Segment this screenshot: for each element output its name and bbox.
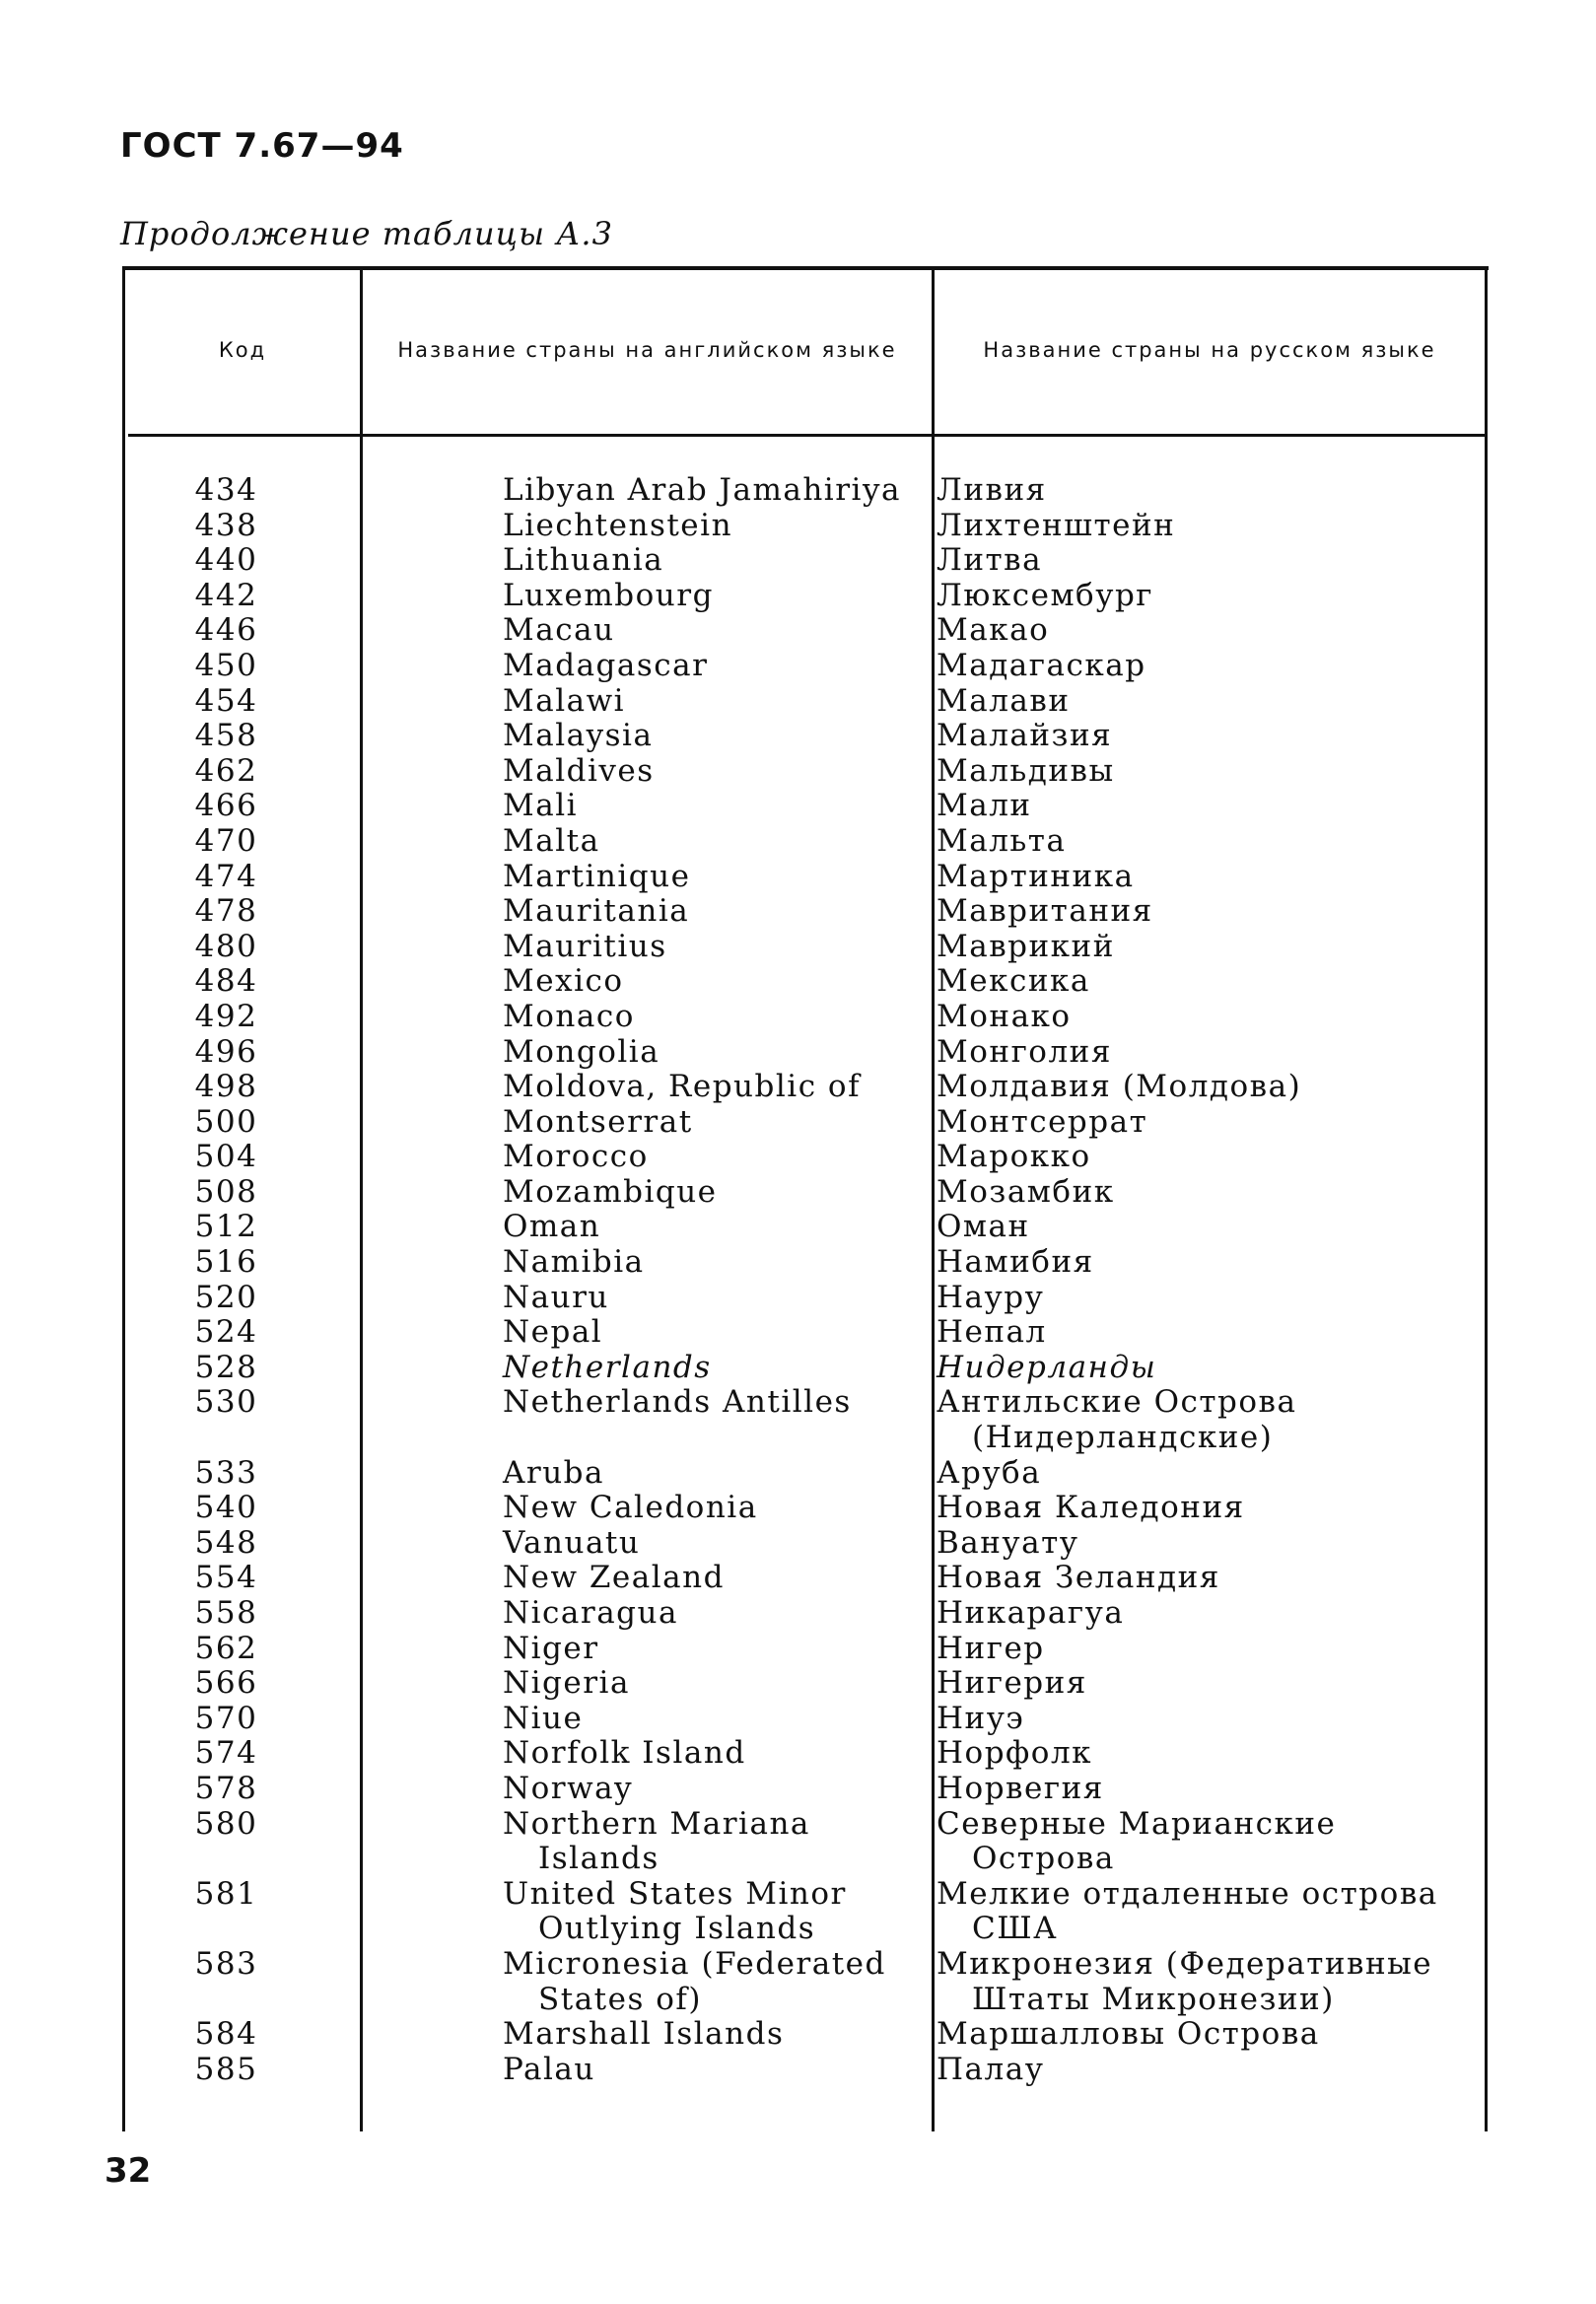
- country-name-english: Nigeria: [503, 1665, 630, 1702]
- table-row: [122, 613, 1489, 649]
- table-row: [122, 860, 1489, 895]
- country-name-russian: Малави: [937, 682, 1071, 719]
- country-name-english: Netherlands: [503, 1349, 712, 1385]
- country-name-russian: Мартиника: [937, 858, 1135, 894]
- country-code: 438: [194, 507, 258, 543]
- table-row: [122, 1877, 1489, 1947]
- country-name-english: Liechtenstein: [503, 507, 733, 543]
- table-row: [122, 1596, 1489, 1632]
- country-name-russian: Лихтенштейн: [937, 507, 1176, 543]
- country-name-russian: Антильские Острова (Нидерландские): [937, 1384, 1297, 1456]
- country-code: 458: [194, 718, 258, 754]
- country-name-russian: Мексика: [937, 963, 1090, 1000]
- table-row: [122, 789, 1489, 824]
- column-header-russian-name: Название страны на русском языке: [983, 338, 1436, 362]
- table-row: [122, 473, 1489, 509]
- country-name-russian: Микронезия (Федеративные Штаты Микронезии): [937, 1945, 1433, 2017]
- table-row: [122, 1281, 1489, 1316]
- country-name-russian: Мали: [937, 788, 1032, 824]
- country-code: 528: [194, 1349, 258, 1385]
- table-row: [122, 1315, 1489, 1351]
- country-name-english: Norfolk Island: [503, 1735, 746, 1772]
- country-name-english: Malaysia: [503, 718, 654, 754]
- table-row: [122, 1035, 1489, 1071]
- country-name-english: Vanuatu: [503, 1524, 641, 1561]
- country-code: 581: [194, 1875, 258, 1912]
- country-name-english: Aruba: [503, 1454, 604, 1491]
- country-name-russian: Никарагуа: [937, 1595, 1125, 1631]
- country-name-english: Madagascar: [503, 647, 709, 683]
- country-code: 574: [194, 1735, 258, 1772]
- country-name-russian: Вануату: [937, 1524, 1079, 1561]
- country-name-english: Micronesia (Federated States of): [503, 1945, 886, 2017]
- country-code: 524: [194, 1314, 258, 1351]
- table-row: [122, 1245, 1489, 1281]
- country-code: 512: [194, 1209, 258, 1245]
- country-name-russian: Нидерланды: [937, 1349, 1157, 1385]
- country-code: 498: [194, 1069, 258, 1105]
- country-name-english: Maldives: [503, 752, 655, 789]
- country-name-russian: Мадагаскар: [937, 647, 1146, 683]
- country-code: 462: [194, 752, 258, 789]
- country-table-body: [122, 473, 1489, 2087]
- country-name-russian: Намибия: [937, 1244, 1094, 1281]
- country-name-english: United States Minor Outlying Islands: [503, 1875, 847, 1947]
- table-row: [122, 1702, 1489, 1737]
- country-name-russian: Малайзия: [937, 718, 1113, 754]
- country-code: 570: [194, 1700, 258, 1736]
- country-code: 578: [194, 1770, 258, 1806]
- country-name-english: Oman: [503, 1209, 601, 1245]
- country-name-russian: Ливия: [937, 472, 1047, 508]
- country-name-english: Niger: [503, 1630, 599, 1666]
- country-code: 496: [194, 1033, 258, 1070]
- country-name-russian: Монтсеррат: [937, 1103, 1148, 1140]
- country-name-russian: Монако: [937, 998, 1072, 1034]
- country-name-english: Palau: [503, 2051, 595, 2087]
- table-row: [122, 2053, 1489, 2088]
- table-row: [122, 1736, 1489, 1772]
- country-code: 440: [194, 542, 258, 579]
- country-name-english: Mauritania: [503, 893, 690, 930]
- column-header-english-name: Название страны на английском языке: [397, 338, 897, 362]
- country-name-english: Nauru: [503, 1279, 609, 1315]
- country-name-russian: Палау: [937, 2051, 1045, 2087]
- country-code: 566: [194, 1665, 258, 1702]
- country-code: 450: [194, 647, 258, 683]
- country-code: 583: [194, 1945, 258, 1982]
- country-name-english: Mozambique: [503, 1173, 718, 1210]
- country-name-russian: Мальта: [937, 822, 1067, 859]
- table-row: [122, 1105, 1489, 1141]
- country-name-english: Norway: [503, 1770, 634, 1806]
- country-code: 580: [194, 1805, 258, 1842]
- country-code: 454: [194, 682, 258, 719]
- country-name-english: New Zealand: [503, 1560, 725, 1596]
- country-name-english: Netherlands Antilles: [503, 1384, 852, 1421]
- table-row: [122, 1666, 1489, 1702]
- country-name-russian: Литва: [937, 542, 1043, 579]
- table-row: [122, 1947, 1489, 2017]
- country-code: 470: [194, 822, 258, 859]
- country-name-russian: Северные Марианские Острова: [937, 1805, 1337, 1877]
- country-code: 492: [194, 998, 258, 1034]
- country-code: 584: [194, 2016, 258, 2053]
- country-name-english: Martinique: [503, 858, 691, 894]
- country-name-russian: Мелкие отдаленные острова США: [937, 1875, 1438, 1947]
- page-number: 32: [104, 2151, 152, 2191]
- table-row: [122, 1491, 1489, 1526]
- table-row: [122, 894, 1489, 930]
- table-row: [122, 1000, 1489, 1035]
- country-code: 504: [194, 1139, 258, 1175]
- country-code: 585: [194, 2051, 258, 2087]
- table-header-rule: [128, 434, 1485, 437]
- country-code: 520: [194, 1279, 258, 1315]
- table-row: [122, 579, 1489, 614]
- country-name-english: Northern Mariana Islands: [503, 1805, 810, 1877]
- country-name-russian: Молдавия (Молдова): [937, 1069, 1302, 1105]
- table-row: [122, 930, 1489, 965]
- country-name-russian: Нигерия: [937, 1665, 1087, 1702]
- country-name-russian: Макао: [937, 612, 1050, 649]
- country-code: 548: [194, 1524, 258, 1561]
- table-row: [122, 824, 1489, 860]
- country-name-english: Marshall Islands: [503, 2016, 785, 2053]
- table-row: [122, 1385, 1489, 1455]
- table-row: [122, 754, 1489, 790]
- country-name-russian: Оман: [937, 1209, 1030, 1245]
- country-name-russian: Мавритания: [937, 893, 1153, 930]
- table-row: [122, 1175, 1489, 1211]
- table-row: [122, 1140, 1489, 1175]
- document-standard-title: ГОСТ 7.67—94: [120, 126, 404, 166]
- country-name-english: Malta: [503, 822, 600, 859]
- column-header-code: Код: [218, 338, 267, 362]
- country-name-english: Monaco: [503, 998, 635, 1034]
- country-name-russian: Непал: [937, 1314, 1047, 1351]
- country-name-english: Montserrat: [503, 1103, 693, 1140]
- country-code: 530: [194, 1384, 258, 1421]
- table-row: [122, 649, 1489, 684]
- country-name-english: New Caledonia: [503, 1490, 758, 1526]
- country-code: 562: [194, 1630, 258, 1666]
- table-row: [122, 543, 1489, 579]
- table-row: [122, 1772, 1489, 1807]
- country-name-english: Nicaragua: [503, 1595, 678, 1631]
- country-name-english: Morocco: [503, 1139, 649, 1175]
- country-name-russian: Марокко: [937, 1139, 1091, 1175]
- country-code: 540: [194, 1490, 258, 1526]
- table-row: [122, 964, 1489, 1000]
- table-row: [122, 509, 1489, 544]
- country-code: 478: [194, 893, 258, 930]
- country-name-russian: Маршалловы Острова: [937, 2016, 1320, 2053]
- country-code: 434: [194, 472, 258, 508]
- table-row: [122, 1632, 1489, 1667]
- table-row: [122, 1070, 1489, 1105]
- table-caption: Продолжение таблицы А.3: [120, 215, 613, 252]
- country-code: 480: [194, 928, 258, 964]
- country-name-english: Mongolia: [503, 1033, 660, 1070]
- country-name-russian: Новая Каледония: [937, 1490, 1245, 1526]
- country-code: 442: [194, 577, 258, 613]
- country-code: 533: [194, 1454, 258, 1491]
- country-name-russian: Монголия: [937, 1033, 1112, 1070]
- country-name-english: Mauritius: [503, 928, 667, 964]
- country-name-russian: Норфолк: [937, 1735, 1093, 1772]
- country-name-english: Libyan Arab Jamahiriya: [503, 472, 901, 508]
- table-row: [122, 1210, 1489, 1245]
- country-code: 558: [194, 1595, 258, 1631]
- country-code: 554: [194, 1560, 258, 1596]
- country-name-russian: Маврикий: [937, 928, 1115, 964]
- country-name-russian: Аруба: [937, 1454, 1042, 1491]
- country-name-russian: Мальдивы: [937, 752, 1115, 789]
- country-name-english: Macau: [503, 612, 615, 649]
- country-code: 446: [194, 612, 258, 649]
- country-name-english: Nepal: [503, 1314, 603, 1351]
- country-name-english: Niue: [503, 1700, 584, 1736]
- table-row: [122, 1351, 1489, 1386]
- country-name-english: Mexico: [503, 963, 624, 1000]
- table-row: [122, 719, 1489, 754]
- country-name-russian: Нигер: [937, 1630, 1045, 1666]
- country-code: 516: [194, 1244, 258, 1281]
- country-name-russian: Науру: [937, 1279, 1045, 1315]
- table-row: [122, 1526, 1489, 1562]
- country-name-russian: Мозамбик: [937, 1173, 1115, 1210]
- country-name-english: Lithuania: [503, 542, 664, 579]
- country-name-english: Namibia: [503, 1244, 645, 1281]
- country-name-russian: Люксембург: [937, 577, 1154, 613]
- country-name-russian: Новая Зеландия: [937, 1560, 1220, 1596]
- country-name-english: Malawi: [503, 682, 626, 719]
- country-name-russian: Норвегия: [937, 1770, 1104, 1806]
- table-row: [122, 2017, 1489, 2053]
- country-code: 466: [194, 788, 258, 824]
- country-code: 484: [194, 963, 258, 1000]
- table-row: [122, 684, 1489, 720]
- country-code: 508: [194, 1173, 258, 1210]
- table-row: [122, 1807, 1489, 1877]
- country-code: 500: [194, 1103, 258, 1140]
- country-name-english: Luxembourg: [503, 577, 714, 613]
- country-name-russian: Ниуэ: [937, 1700, 1025, 1736]
- table-row: [122, 1561, 1489, 1596]
- country-name-english: Mali: [503, 788, 579, 824]
- country-code: 474: [194, 858, 258, 894]
- table-row: [122, 1456, 1489, 1492]
- country-name-english: Moldova, Republic of: [503, 1069, 862, 1105]
